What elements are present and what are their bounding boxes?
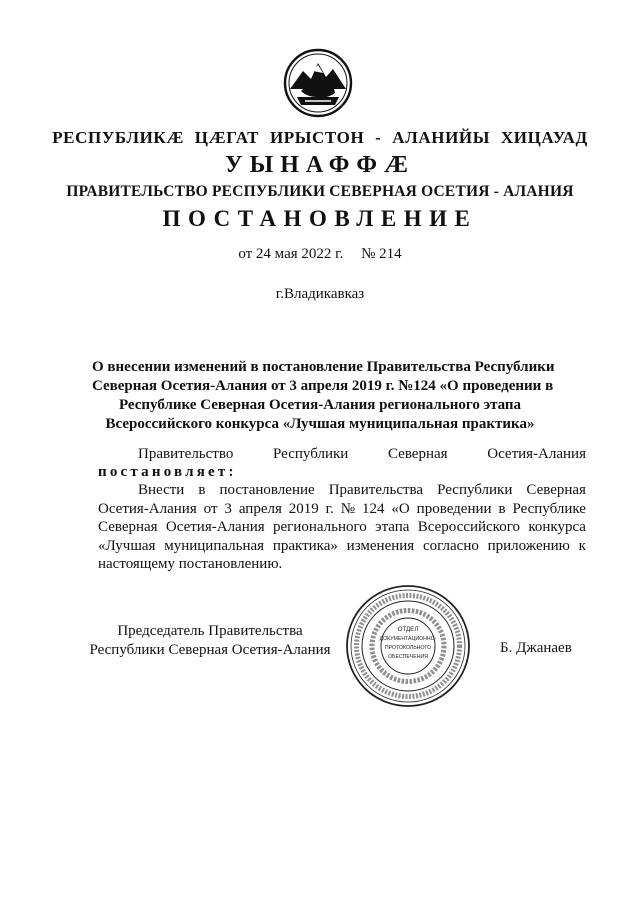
body-word: к — [578, 537, 586, 554]
body-word: этапа — [375, 519, 410, 535]
body-word: Всероссийского — [417, 519, 520, 535]
body-word: апреля — [238, 500, 282, 517]
body-word: проведении — [416, 500, 492, 517]
body-word: Правительства — [328, 482, 424, 498]
body-word: № — [340, 500, 356, 517]
decree-date: от 24 мая 2022 г. — [238, 246, 344, 262]
decree-body — [98, 481, 586, 574]
decree-number: № 214 — [361, 246, 402, 262]
seal-center-text: ДОКУМЕНТАЦИОННО- — [379, 636, 437, 642]
body-word: Осетия-Алания — [165, 519, 265, 535]
body-line — [98, 518, 586, 537]
body-word: от — [203, 500, 218, 517]
official-seal-stamp — [344, 583, 472, 709]
decree-ossetian-heading: УЫНАФФӔ — [225, 152, 415, 178]
body-word: в — [198, 482, 206, 498]
coat-of-arms-emblem — [283, 47, 353, 119]
body-word: муниципальная — [164, 537, 265, 554]
russian-government-heading: ПРАВИТЕЛЬСТВО РЕСПУБЛИКИ СЕВЕРНАЯ ОСЕТИЯ - АЛАНИЯ — [66, 183, 574, 200]
intro-word: Правительство — [138, 446, 234, 462]
body-line — [98, 481, 586, 500]
body-word: в — [498, 500, 506, 517]
signatory-position-line: Председатель Правительства — [117, 623, 303, 639]
intro-word: Республики — [273, 446, 349, 462]
body-word: регионального — [273, 519, 367, 535]
decree-title — [92, 358, 555, 434]
decree-city: г.Владикавказ — [275, 286, 365, 302]
body-line — [98, 500, 586, 519]
body-word: практика» — [272, 537, 338, 554]
seal-center-text: ОТДЕЛ — [397, 626, 419, 633]
intro-word: Осетия-Алания — [487, 446, 586, 462]
body-line — [98, 555, 586, 574]
body-word: 3 — [224, 500, 232, 517]
body-word: изменения — [346, 537, 415, 554]
ossetian-government-heading: РЕСПУБЛИКӔ ЦӔГАТ ИРЫСТОН - АЛАНИЙЫ ХИЦАУАД — [52, 128, 588, 147]
title-line: Всероссийского конкурса «Лучшая муниципальная практика» — [105, 416, 535, 432]
body-word: Осетия-Алания — [98, 500, 197, 517]
signatory-position-line: Республики Северная Осетия-Алания — [89, 642, 331, 658]
body-word: приложению — [487, 537, 570, 554]
title-line: Республике Северная Осетия-Алания регионального этапа — [118, 397, 522, 413]
body-word: Республике — [512, 500, 586, 517]
seal-center-text: ПРОТОКОЛЬНОГО — [384, 645, 432, 651]
decree-date-number — [0, 246, 640, 263]
title-line: Северная Осетия-Алания от 3 апреля 2019 г. №124 «О проведении в — [92, 378, 554, 394]
body-word: «Лучшая — [98, 537, 156, 554]
body-word: Северная — [526, 482, 586, 498]
body-word: 2019 — [288, 500, 319, 517]
seal-center-text: ОБЕСПЕЧЕНИЯ — [388, 654, 428, 660]
body-word: Внести — [138, 482, 185, 498]
postanovlyaet-word: постановляет: — [98, 464, 237, 480]
title-line: О внесении изменений в постановление Правительства Республики — [92, 359, 555, 375]
intro-line — [138, 446, 586, 463]
body-word: согласно — [422, 537, 479, 554]
body-word: конкурса — [528, 519, 586, 535]
body-line — [98, 537, 586, 556]
signatory-position — [70, 622, 350, 660]
intro-word: Северная — [387, 446, 448, 462]
decree-russian-heading: ПОСТАНОВЛЕНИЕ — [162, 206, 478, 231]
body-word: г. — [325, 500, 334, 517]
body-word: 124 — [362, 500, 385, 517]
body-word: постановление — [219, 482, 315, 498]
body-word: «О — [391, 500, 410, 517]
signatory-name: Б. Джанаев — [500, 640, 572, 656]
body-word: настоящему постановлению. — [98, 556, 283, 572]
body-word: Республики — [437, 482, 513, 498]
body-word: Северная — [98, 519, 158, 535]
